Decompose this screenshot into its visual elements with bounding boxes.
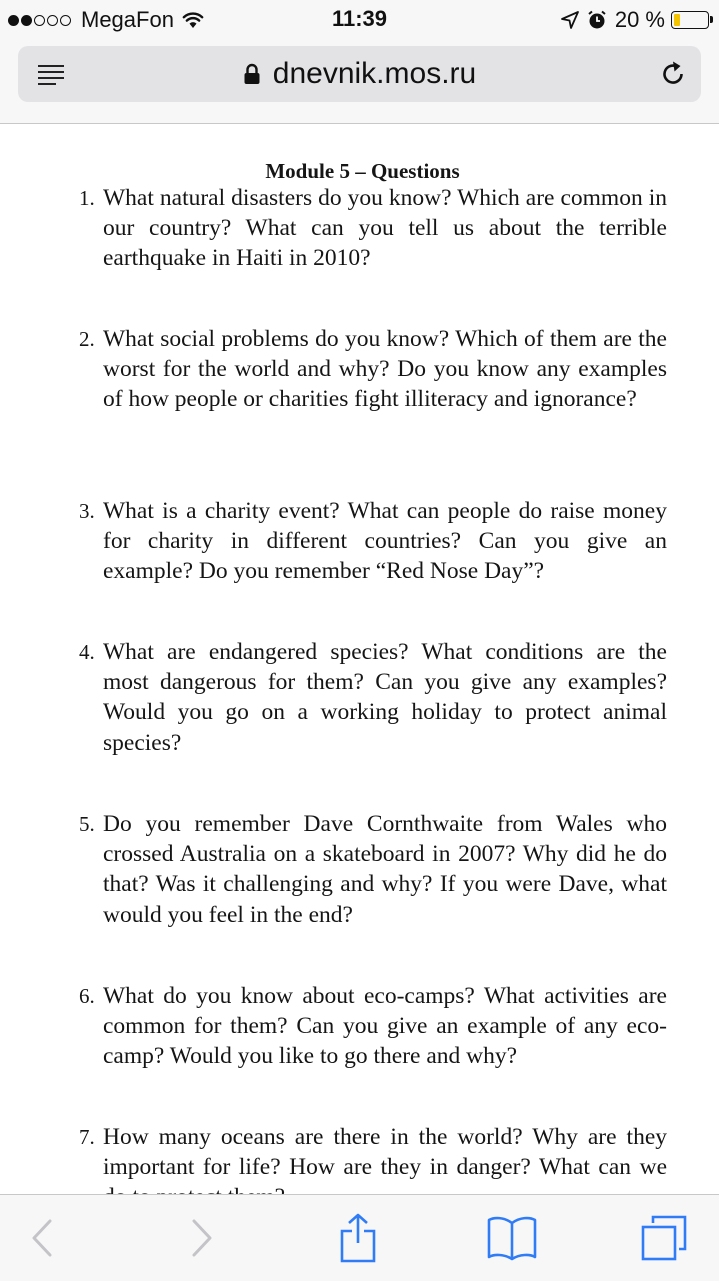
forward-icon[interactable] [190, 1218, 214, 1258]
browser-nav-area [0, 40, 719, 124]
question-text: What natural disasters do you know? Which are common in our country? What can you tell us about the terrible earthquake in Haiti in 2010? [103, 185, 667, 272]
share-button[interactable] [332, 1213, 384, 1263]
status-right [561, 7, 709, 33]
question-text: What social problems do you know? Which of them are the worst for the world and why? Do you know any examples of how people or charities fight illiteracy and ignorance? [103, 326, 667, 413]
carrier-name: MegaFon [81, 7, 174, 32]
question-text: How many oceans are there in the world? Why are they important for life? How are they in danger? What can we [103, 1124, 667, 1181]
question-item-4 [79, 637, 667, 758]
back-button[interactable] [16, 1213, 68, 1263]
forward-button[interactable] [176, 1213, 228, 1263]
status-time: 11:39 [331, 6, 388, 31]
battery-icon [671, 11, 709, 29]
reload-icon[interactable] [659, 60, 687, 88]
alarm-icon [587, 10, 607, 30]
question-number: 1. [79, 186, 95, 210]
question-text: What do you know about eco-camps? What activities are common for them? Can you give an example of any eco-camp? Would you like to go there and why? [103, 983, 667, 1070]
address-bar[interactable] [18, 46, 701, 102]
question-number: 6. [79, 984, 95, 1008]
question-item-5 [79, 809, 667, 930]
back-icon[interactable] [30, 1218, 54, 1258]
page-title: Module 5 – Questions [265, 159, 460, 183]
browser-toolbar [0, 1194, 719, 1281]
question-item-1 [79, 183, 667, 274]
url-display[interactable] [18, 46, 701, 102]
question-number: 5. [79, 812, 95, 836]
question-item-2 [79, 324, 667, 415]
question-text: Do you remember Dave Cornthwaite from Wales who crossed Australia on a skateboard in 2007? Why did he do that? Was it challenging and why? If you were Dave, what would you feel in the end? [103, 811, 667, 928]
battery-percent: 20 % [614, 7, 665, 32]
lock-icon [243, 63, 261, 85]
bookmarks-icon[interactable] [486, 1215, 538, 1261]
share-icon[interactable] [338, 1213, 378, 1263]
question-number: 7. [79, 1125, 95, 1149]
question-text: What is a charity event? What can people do raise money for charity in different countries? Can you give an example? Do you remember “Red Nose Day”? [103, 498, 667, 585]
status-bar [0, 0, 719, 40]
question-number: 2. [79, 327, 95, 351]
document-view[interactable] [0, 124, 719, 1194]
url-text[interactable]: dnevnik.mos.ru [272, 57, 477, 90]
question-number: 3. [79, 499, 95, 523]
question-text: What are endangered species? What conditions are the most dangerous for them? Can you give any examples? Would you go on a working holiday to protect animal species? [103, 639, 667, 756]
question-number: 4. [79, 640, 95, 664]
tabs-icon[interactable] [639, 1213, 689, 1263]
bookmarks-button[interactable] [486, 1213, 538, 1263]
tabs-button[interactable] [638, 1213, 690, 1263]
location-arrow-icon [561, 11, 579, 29]
question-item-3 [79, 496, 667, 587]
question-item-6 [79, 981, 667, 1072]
